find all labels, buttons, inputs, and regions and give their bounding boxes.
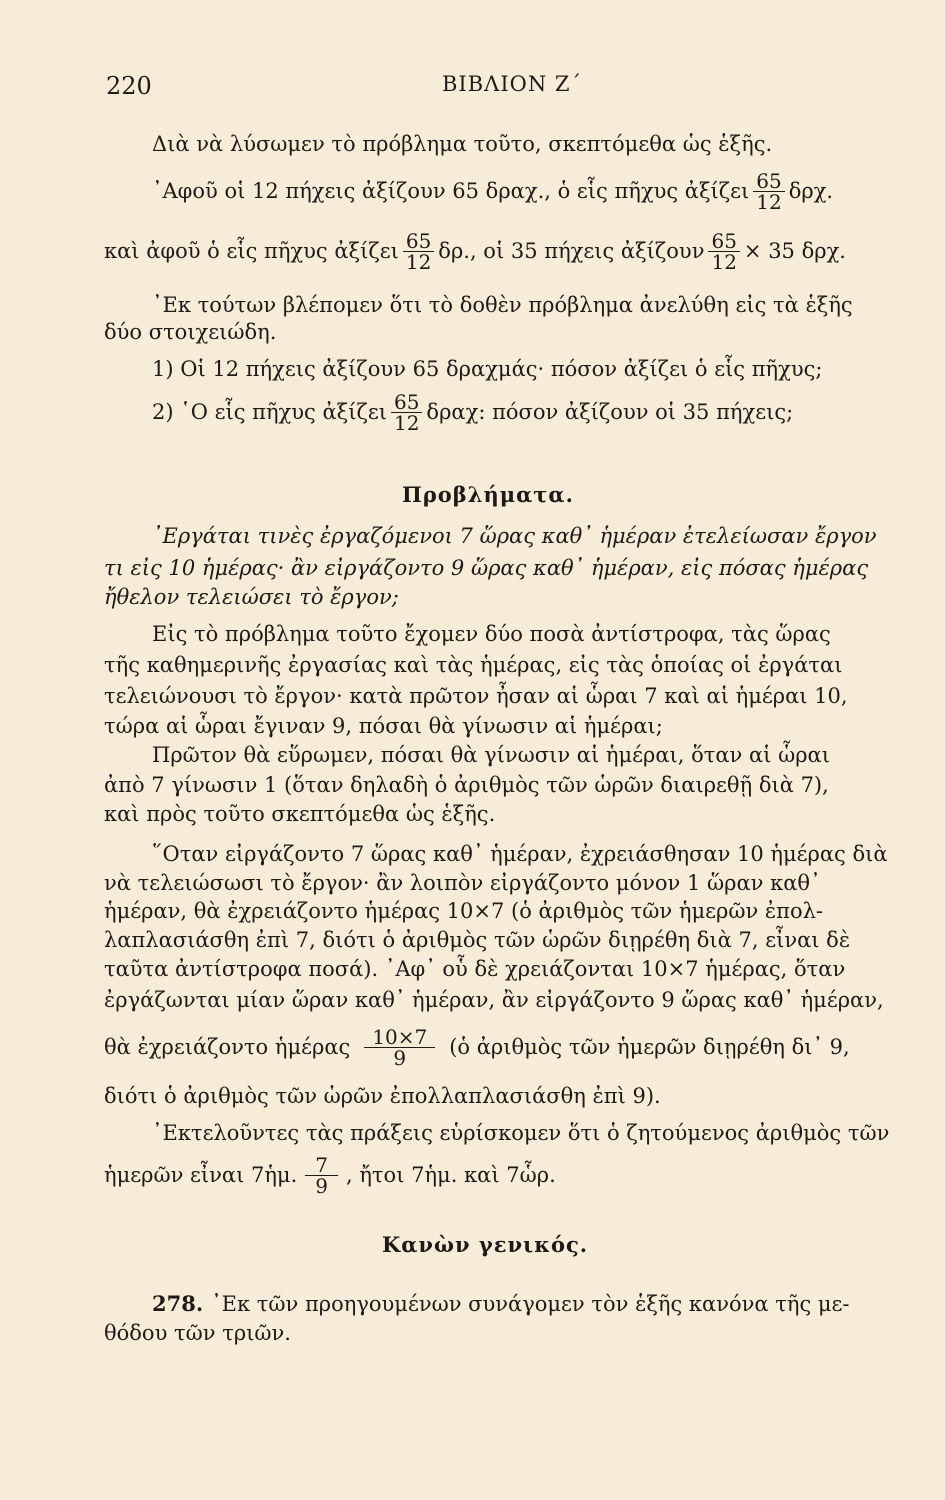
intro-line-1: Διὰ νὰ λύσωμεν τὸ πρόβλημα τοῦτο, σκεπτόμεθα ὡς ἑξῆς. <box>152 132 773 156</box>
solution-p3-line-5: ταῦτα ἀντίστροφα ποσά). ᾿Αφ᾿ οὗ δὲ χρειάζονται 10×7 ἡμέρας, ὅταν <box>104 957 846 981</box>
rule-heading: Κανὼν γενικός. <box>382 1232 589 1257</box>
intro-line-2-text: ᾿Αφοῦ οἱ 12 πήχεις ἀξίζουν 65 δραχ., ὁ εἷς πῆχυς ἀξίζει <box>152 179 750 203</box>
solution-p2-line-1: Πρῶτον θὰ εὕρωμεν, πόσαι θὰ γίνωσιν αἱ ἡμέραι, ὅταν αἱ ὧραι <box>152 743 830 767</box>
fraction-65-12 <box>403 228 434 274</box>
problems-heading: Προβλήματα. <box>402 482 574 507</box>
intro-line-5: δύο στοιχειώδη. <box>104 320 277 344</box>
intro-line-3 <box>104 227 894 275</box>
intro-line-2-unit: δρχ. <box>788 179 834 203</box>
solution-p2-line-2: ἀπὸ 7 γίνωσιν 1 (ὅταν δηλαδὴ ὁ ἀριθμὸς τῶν ὡρῶν διαιρεθῇ διὰ 7), <box>104 773 829 797</box>
fraction-numerator: 7 <box>305 1155 338 1176</box>
solution-p3-line-1: ῞Οταν εἰργάζοντο 7 ὥρας καθ᾿ ἡμέραν, ἐχρειάσθησαν 10 ἡμέρας διὰ <box>152 842 888 866</box>
solution-p1-line-3: τελειώνουσι τὸ ἔργον· κατὰ πρῶτον ἦσαν αἱ ὧραι 7 καὶ αἱ ἡμέραι 10, <box>104 684 848 708</box>
fraction-line-text-a: θὰ ἐχρειάζοντο ἡμέρας <box>104 1035 351 1059</box>
fraction-denominator: 9 <box>315 1173 328 1198</box>
fraction-7-9 <box>305 1152 338 1198</box>
solution-p3-line-4: λαπλασιάσθη ἐπὶ 7, διότι ὁ ἀριθμὸς τῶν ὡρῶν διῃρέθη διὰ 7, εἶναι δὲ <box>104 928 851 952</box>
fraction-65-12 <box>753 168 784 214</box>
rule-line-2: θόδου τῶν τριῶν. <box>104 1321 291 1345</box>
solution-p4-line-2 <box>104 1146 894 1204</box>
intro-line-6: 1) Οἱ 12 πήχεις ἀξίζουν 65 δραχμάς· πόσον ἀξίζει ὁ εἷς πῆχυς; <box>152 357 823 381</box>
intro-line-3-text-b: δρ., οἱ 35 πήχεις ἀξίζουν <box>438 239 705 263</box>
fraction-10x7-9 <box>364 1024 435 1070</box>
solution-p3-fraction-line <box>104 1018 894 1076</box>
intro-line-3-text-a: καὶ ἀφοῦ ὁ εἷς πῆχυς ἀξίζει <box>104 239 399 263</box>
intro-line-2 <box>152 167 894 215</box>
fraction-denominator: 12 <box>405 249 432 274</box>
result-text-b: , ἤτοι 7ἡμ. καὶ 7ὧρ. <box>346 1163 556 1187</box>
fraction-numerator: 65 <box>708 231 739 252</box>
intro-line-7-text-b: δραχ: πόσον ἀξίζουν οἱ 35 πήχεις; <box>426 400 794 424</box>
intro-line-3-text-c: × 35 δρχ. <box>743 239 846 263</box>
fraction-65-12 <box>391 389 422 435</box>
solution-p2-line-3: καὶ πρὸς τοῦτο σκεπτόμεθα ὡς ἑξῆς. <box>104 802 496 826</box>
running-title: ΒΙΒΛΙΟΝ Ζ΄ <box>442 72 582 96</box>
fraction-numerator: 65 <box>391 392 422 413</box>
solution-p3-line-2: νὰ τελειώσωσι τὸ ἔργον· ἂν λοιπὸν εἰργάζοντο μόνον 1 ὥραν καθ᾿ <box>104 871 821 895</box>
intro-line-7 <box>152 386 894 438</box>
page-number: 220 <box>106 72 152 100</box>
fraction-65-12 <box>708 228 739 274</box>
solution-p3-line-3: ἡμέραν, θὰ ἐχρειάζοντο ἡμέρας 10×7 (ὁ ἀριθμὸς τῶν ἡμερῶν ἐπολ- <box>104 899 824 923</box>
section-number: 278. <box>152 1291 204 1316</box>
fraction-denominator: 9 <box>393 1045 407 1070</box>
solution-p3-line-last: διότι ὁ ἀριθμὸς τῶν ὡρῶν ἐπολλαπλασιάσθη ἐπὶ 9). <box>104 1084 661 1108</box>
fraction-numerator: 65 <box>403 231 434 252</box>
fraction-numerator: 65 <box>753 171 784 192</box>
result-text-a: ἡμερῶν εἶναι 7ἡμ. <box>104 1163 298 1187</box>
solution-p4-line-1: ᾿Εκτελοῦντες τὰς πράξεις εὑρίσκομεν ὅτι ὁ ζητούμενος ἀριθμὸς τῶν <box>152 1121 890 1145</box>
fraction-denominator: 12 <box>393 410 420 435</box>
fraction-denominator: 12 <box>756 189 782 214</box>
problem-line-1: ᾿Εργάται τινὲς ἐργαζόμενοι 7 ὥρας καθ᾿ ἡμέραν ἐτελείωσαν ἔργον <box>152 524 877 548</box>
fraction-line-text-b: (ὁ ἀριθμὸς τῶν ἡμερῶν διῃρέθη δι᾿ 9, <box>449 1035 850 1059</box>
solution-p1-line-1: Εἰς τὸ πρόβλημα τοῦτο ἔχομεν δύο ποσὰ ἀντίστροφα, τὰς ὥρας <box>152 622 831 646</box>
intro-line-7-text-a: 2) ῾Ο εἷς πῆχυς ἀξίζει <box>152 400 387 424</box>
solution-p1-line-2: τῆς καθημερινῆς ἐργασίας καὶ τὰς ἡμέρας, εἰς τὰς ὁποίας οἱ ἐργάται <box>104 653 843 677</box>
rule-line-1 <box>152 1291 894 1317</box>
solution-p1-line-4: τώρα αἱ ὧραι ἔγιναν 9, πόσαι θὰ γίνωσιν αἱ ἡμέραι; <box>104 714 663 738</box>
rule-line-1-text: ᾿Εκ τῶν προηγουμένων συνάγομεν τὸν ἑξῆς κανόνα τῆς με- <box>211 1292 850 1316</box>
intro-line-4: ᾿Εκ τούτων βλέπομεν ὅτι τὸ δοθὲν πρόβλημα ἀνελύθη εἰς τὰ ἑξῆς <box>152 293 853 317</box>
fraction-numerator: 10×7 <box>364 1027 435 1048</box>
solution-p3-line-6: ἐργάζωνται μίαν ὥραν καθ᾿ ἡμέραν, ἂν εἰργάζοντο 9 ὥρας καθ᾿ ἡμέραν, <box>104 988 884 1012</box>
problem-line-2: τι εἰς 10 ἡμέρας· ἂν εἰργάζοντο 9 ὥρας καθ᾿ ἡμέραν, εἰς πόσας ἡμέρας <box>104 556 869 580</box>
fraction-denominator: 12 <box>711 249 737 274</box>
problem-line-3: ἤθελον τελειώσει τὸ ἔργον; <box>104 585 399 609</box>
